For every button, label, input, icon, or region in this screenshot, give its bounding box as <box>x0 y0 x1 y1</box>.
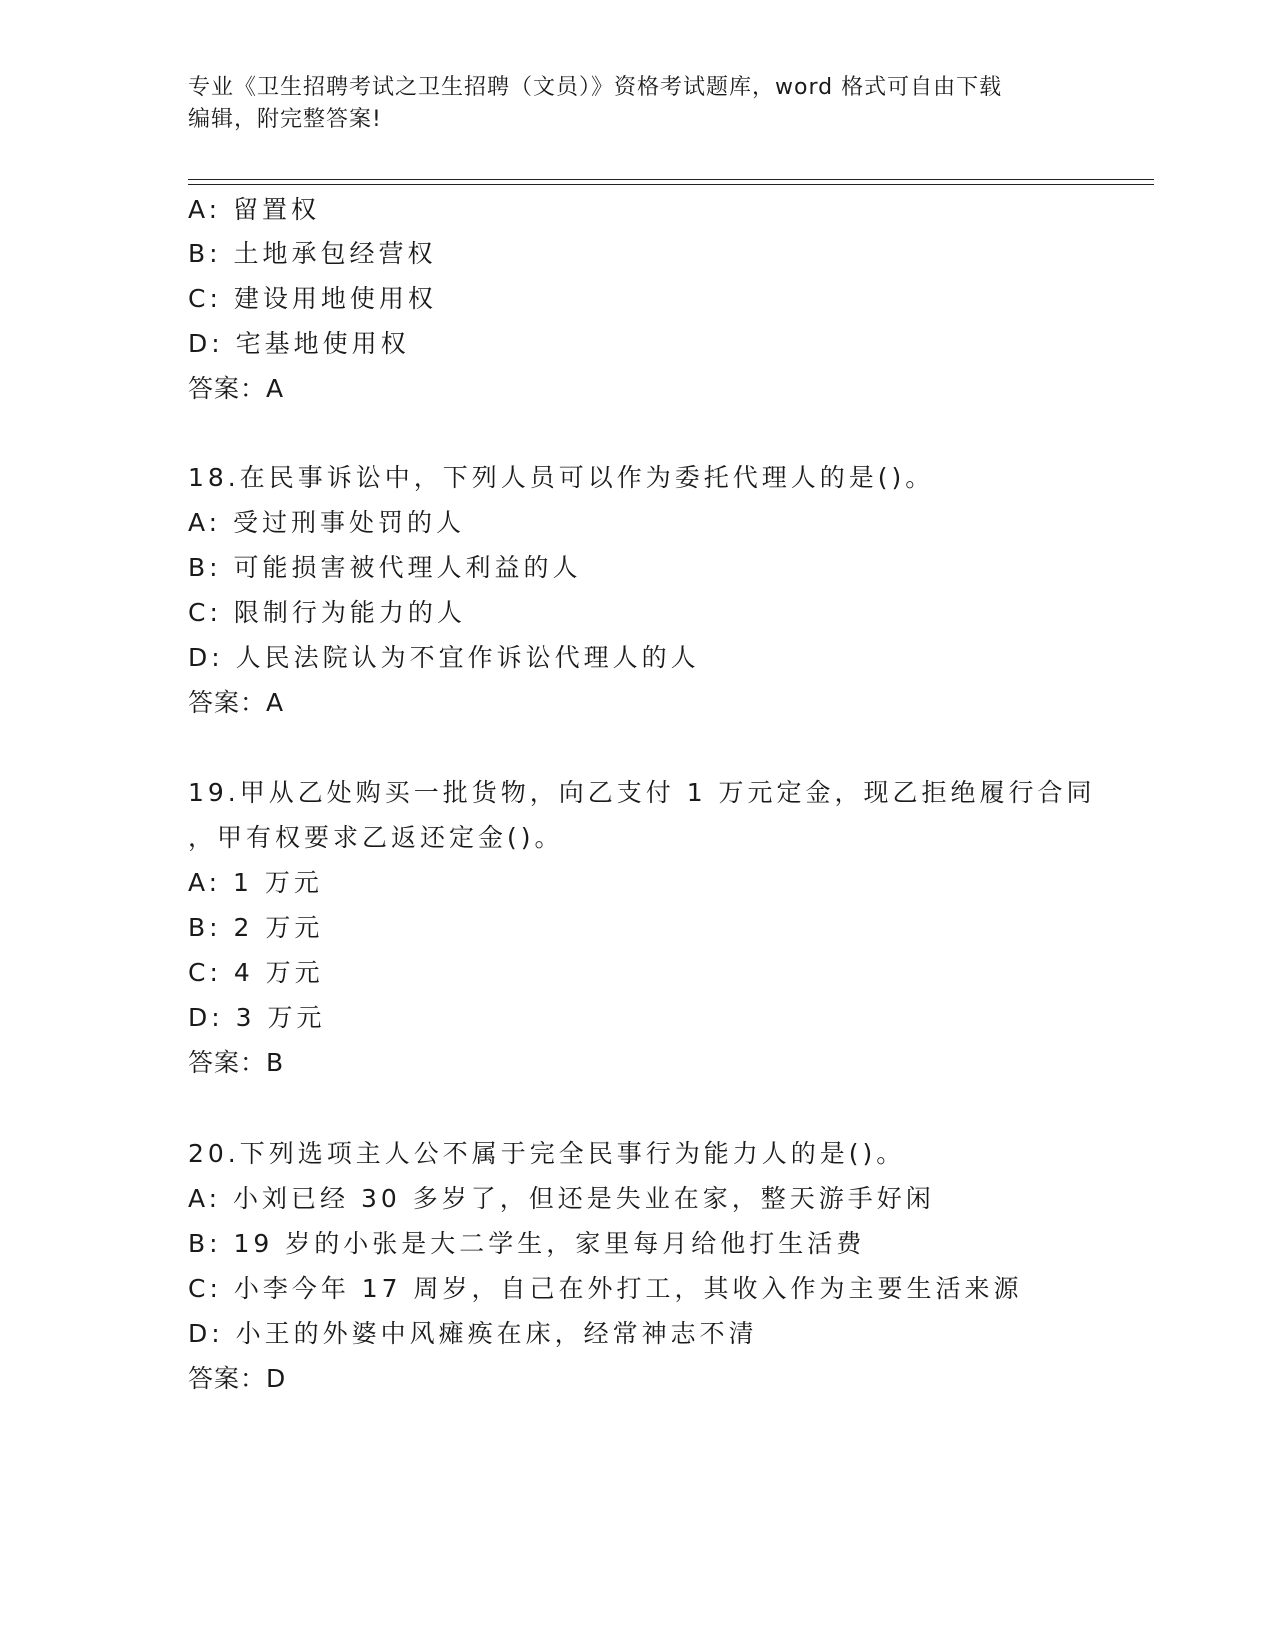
header-line-2: 编辑，附完整答案! <box>188 107 382 132</box>
q19-option-d: D: 3 万元 <box>188 1003 326 1032</box>
q17-answer: 答案：A <box>188 374 285 403</box>
q17-option-b: B: 土地承包经营权 <box>188 239 437 268</box>
document-header <box>188 72 1088 136</box>
q17-option-a: A: 留置权 <box>188 195 321 224</box>
q20-option-d: D: 小王的外婆中风瘫痪在床，经常神志不清 <box>188 1319 758 1348</box>
q20-option-c: C: 小李今年 17 周岁，自己在外打工，其收入作为主要生活来源 <box>188 1274 1023 1303</box>
header-divider-bottom <box>188 184 1154 185</box>
q18-answer: 答案：A <box>188 688 285 717</box>
q17-option-c: C: 建设用地使用权 <box>188 284 437 313</box>
q18-option-c: C: 限制行为能力的人 <box>188 598 466 627</box>
q18-option-d: D: 人民法院认为不宜作诉讼代理人的人 <box>188 643 700 672</box>
q18-question: 18.在民事诉讼中，下列人员可以作为委托代理人的是()。 <box>188 463 935 492</box>
q17-option-d: D: 宅基地使用权 <box>188 329 410 358</box>
q20-question: 20.下列选项主人公不属于完全民事行为能力人的是()。 <box>188 1139 906 1168</box>
q18-option-b: B: 可能损害被代理人利益的人 <box>188 553 582 582</box>
header-line-1: 专业《卫生招聘考试之卫生招聘（文员）》资格考试题库，word 格式可自由下载 <box>188 75 1003 100</box>
header-divider-top <box>188 179 1154 180</box>
q19-option-c: C: 4 万元 <box>188 958 324 987</box>
q20-option-a: A: 小刘已经 30 多岁了，但还是失业在家，整天游手好闲 <box>188 1184 935 1213</box>
q19-answer: 答案：B <box>188 1048 285 1077</box>
q19-question-line-2: ，甲有权要求乙返还定金()。 <box>188 823 564 852</box>
q19-option-b: B: 2 万元 <box>188 913 324 942</box>
q19-option-a: A: 1 万元 <box>188 868 323 897</box>
q20-answer: 答案：D <box>188 1364 287 1393</box>
q18-option-a: A: 受过刑事处罚的人 <box>188 508 466 537</box>
q20-option-b: B: 19 岁的小张是大二学生，家里每月给他打生活费 <box>188 1229 866 1258</box>
q19-question-line-1: 19.甲从乙处购买一批货物，向乙支付 1 万元定金，现乙拒绝履行合同 <box>188 778 1096 807</box>
